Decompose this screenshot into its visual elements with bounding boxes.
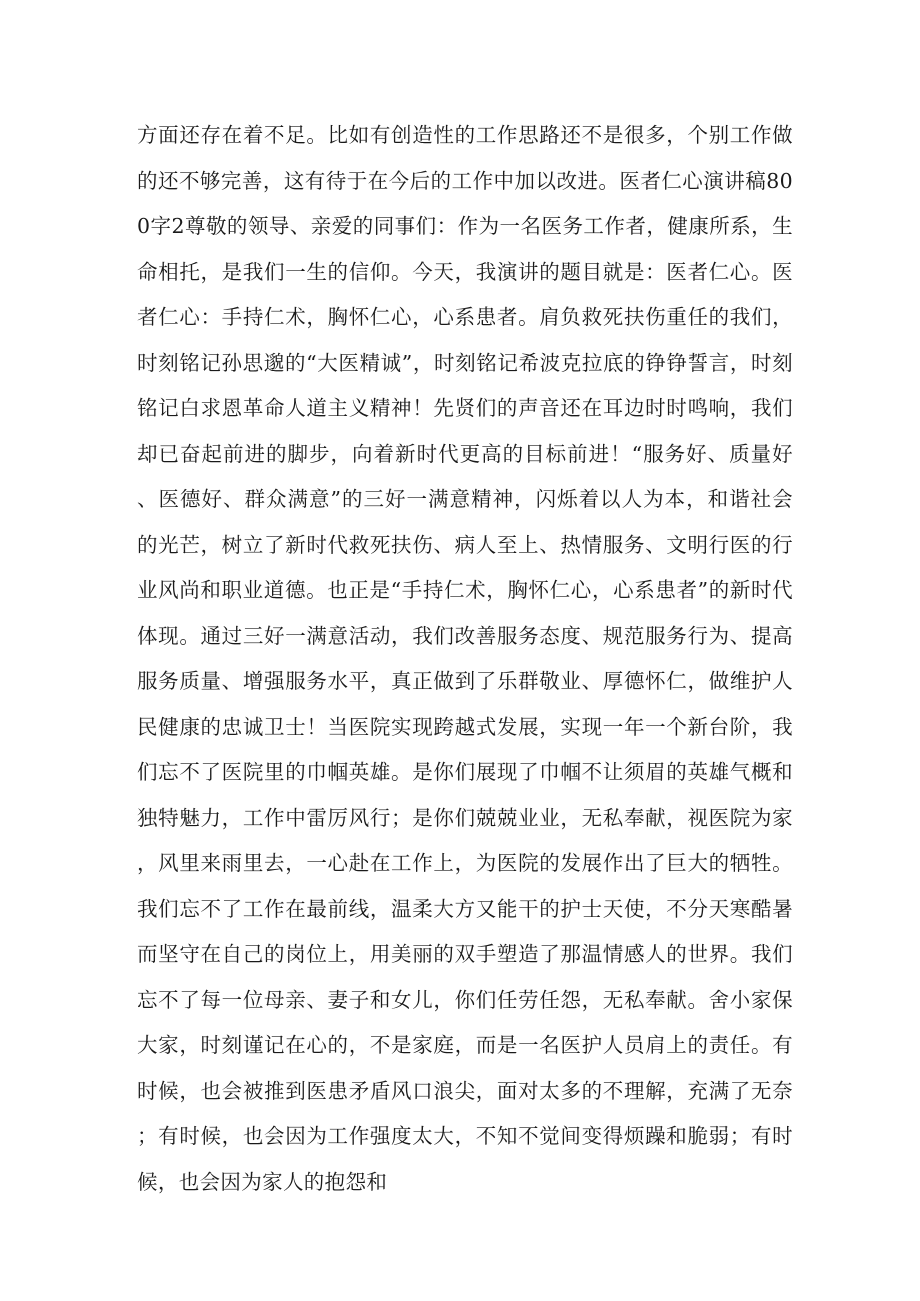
body-paragraph: 方面还存在着不足。比如有创造性的工作思路还不是很多，个别工作做的还不够完善，这有待于在今后的工作中加以改进。医者仁心演讲稿800字2尊敬的领导、亲爱的同事们：作为一名医务工作者，健康所系，生命相托，是我们一生的信仰。今天，我演讲的题目就是：医者仁心。医者仁心：手持仁术，胸怀仁心，心系患者。肩负救死扶伤重任的我们，时刻铭记孙思邈的“大医精诚”，时刻铭记希波克拉底的铮铮誓言，时刻铭记白求恩革命人道主义精神！先贤们的声音还在耳边时时鸣响，我们却已奋起前进的脚步，向着新时代更高的目标前进！“服务好、质量好、医德好、群众满意”的三好一满意精神，闪烁着以人为本，和谐社会的光芒，树立了新时代救死扶伤、病人至上、热情服务、文明行医的行业风尚和职业道德。也正是“手持仁术，胸怀仁心，心系患者”的新时代体现。通过三好一满意活动，我们改善服务态度、规范服务行为、提高服务质量、增强服务水平，真正做到了乐群敬业、厚德怀仁，做维护人民健康的忠诚卫士！当医院实现跨越式发展，实现一年一个新台阶，我们忘不了医院里的巾帼英雄。是你们展现了巾帼不让须眉的英雄气概和独特魅力，工作中雷厉风行；是你们兢兢业业，无私奉献，视医院为家，风里来雨里去，一心赴在工作上，为医院的发展作出了巨大的牺牲。我们忘不了工作在最前线，温柔大方又能干的护士天使，不分天寒酷暑而坚守在自己的岗位上，用美丽的双手塑造了那温情感人的世界。我们忘不了每一位母亲、妻子和女儿，你们任劳任怨，无私奉献。舍小家保大家，时刻谨记在心的，不是家庭，而是一名医护人员肩上的责任。有时候，也会被推到医患矛盾风口浪尖，面对太多的不理解，充满了无奈；有时候，也会因为工作强度太大，不知不觉间变得烦躁和脆弱；有时候，也会因为家人的抱怨和 bbox=[137, 123, 793, 1194]
